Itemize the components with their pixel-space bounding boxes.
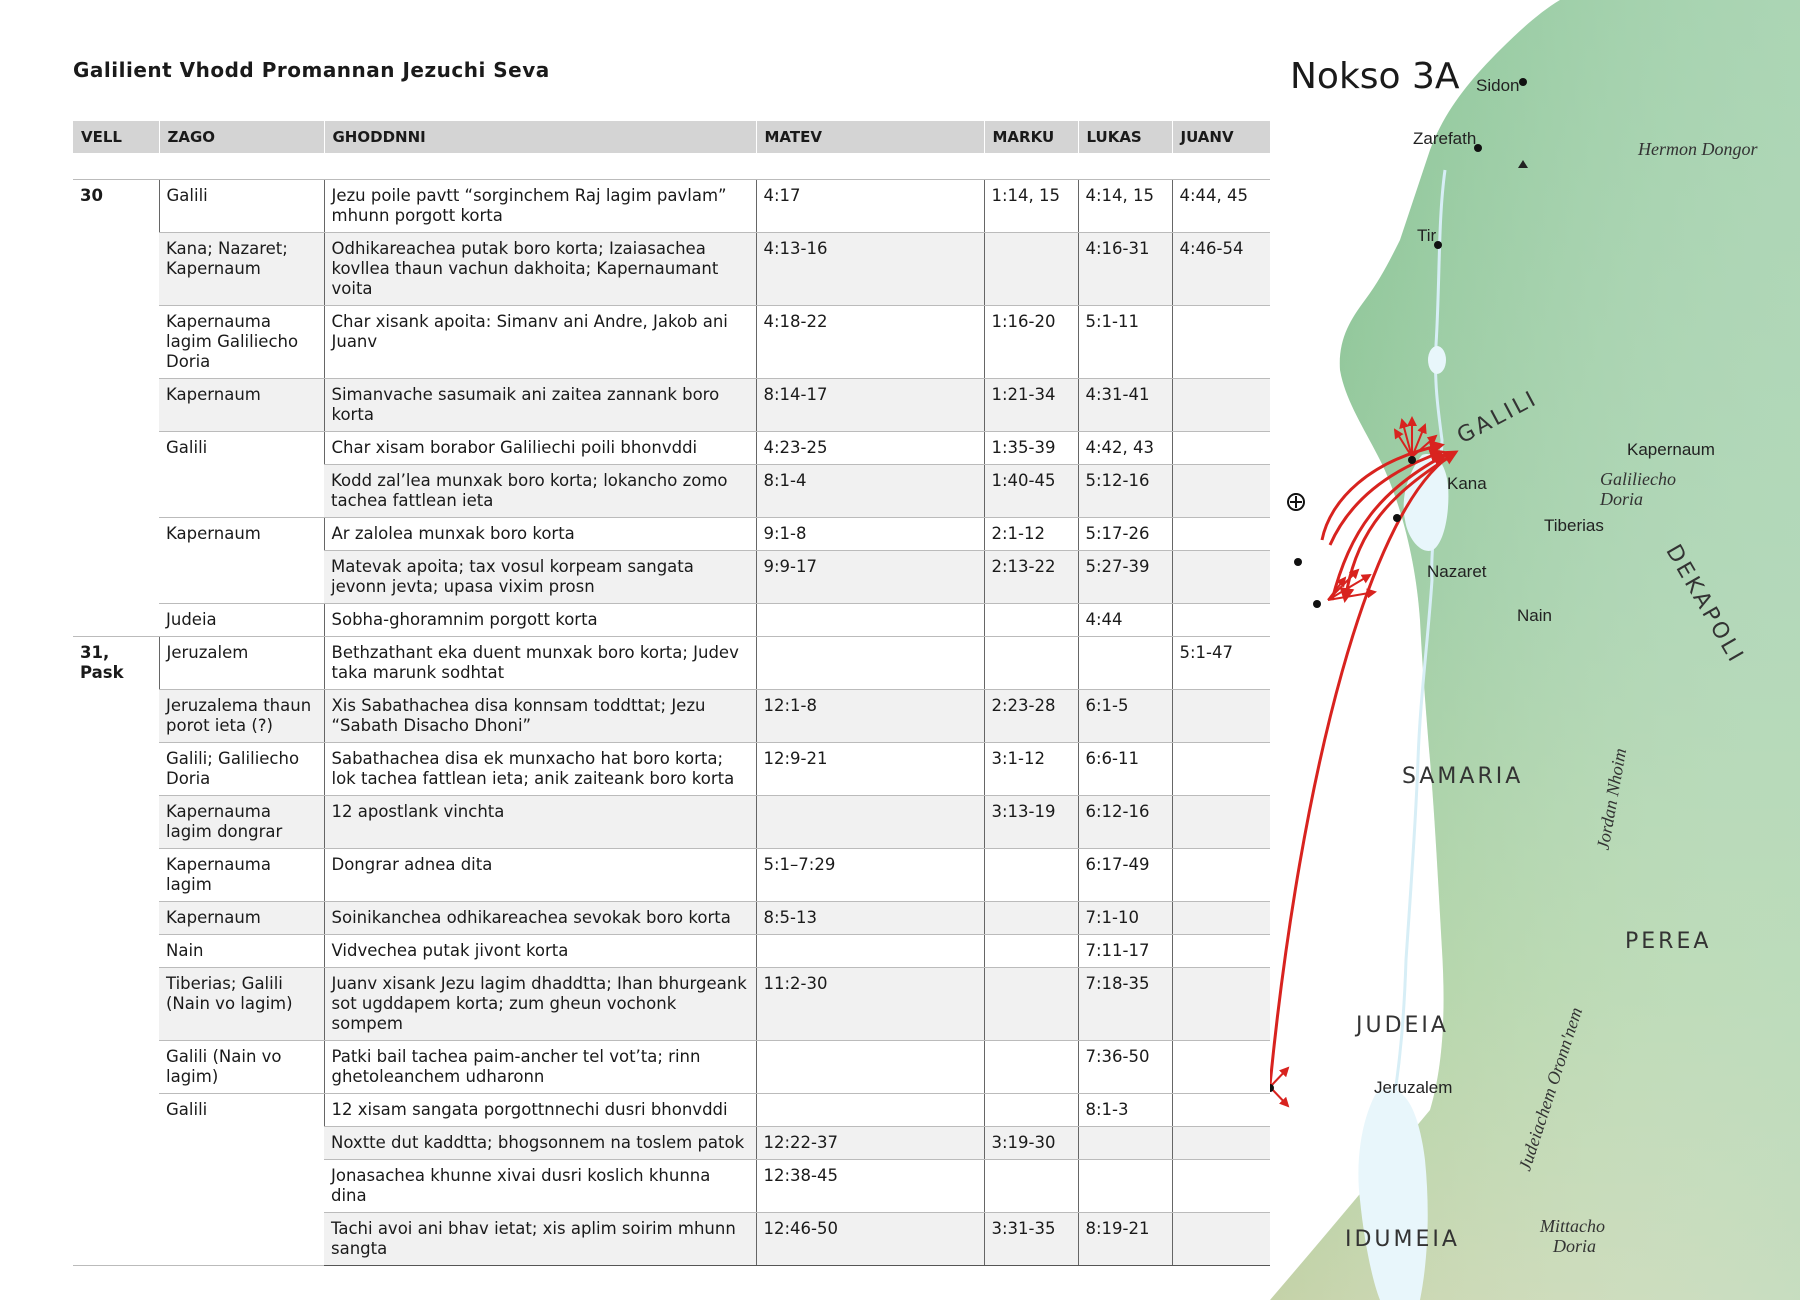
cell-event: Xis Sabathachea disa konnsam toddttat; Jezu “Sabath Disacho Dhoni” <box>324 690 756 743</box>
cell-lukas: 4:44 <box>1078 604 1172 637</box>
cell-juanv <box>1172 743 1270 796</box>
cell-matev: 4:13-16 <box>756 233 984 306</box>
label-jeruzalem: Jeruzalem <box>1374 1078 1453 1097</box>
cell-event: 12 xisam sangata porgottnnechi dusri bhonvddi <box>324 1094 756 1127</box>
label-dead-sea-1: Mittacho <box>1540 1216 1605 1236</box>
cell-juanv <box>1172 465 1270 518</box>
kana-icon <box>1288 494 1304 510</box>
label-dead-sea-2: Doria <box>1553 1236 1597 1256</box>
cell-juanv: 5:1-47 <box>1172 637 1270 690</box>
cell-marku: 1:14, 15 <box>984 180 1078 233</box>
cell-event: Char xisank apoita: Simanv ani Andre, Jakob ani Juanv <box>324 306 756 379</box>
cell-place: Galili <box>159 432 324 518</box>
table-row <box>73 902 1270 935</box>
cell-lukas: 4:16-31 <box>1078 233 1172 306</box>
cell-matev: 12:1-8 <box>756 690 984 743</box>
table-row <box>73 518 1270 551</box>
table-row <box>73 1041 1270 1094</box>
city-dot-sidon <box>1519 78 1527 86</box>
cell-juanv <box>1172 1094 1270 1127</box>
cell-event: Soinikanchea odhikareachea sevokak boro korta <box>324 902 756 935</box>
cell-marku <box>984 1041 1078 1094</box>
cell-matev <box>756 935 984 968</box>
cell-lukas: 4:42, 43 <box>1078 432 1172 465</box>
header-matev: MATEV <box>756 121 984 153</box>
label-kapernaum: Kapernaum <box>1627 440 1715 459</box>
table-row <box>73 968 1270 1041</box>
header-vell: VELL <box>73 121 159 153</box>
cell-place: Jeruzalema thaun porot ieta (?) <box>159 690 324 743</box>
cell-matev: 4:18-22 <box>756 306 984 379</box>
table-row <box>73 379 1270 432</box>
ministry-table <box>73 121 1270 1266</box>
header-ghoddnni: GHODDNNI <box>324 121 756 153</box>
cell-lukas: 8:19-21 <box>1078 1213 1172 1266</box>
lake-huleh <box>1428 346 1446 374</box>
label-sea-galilee-1: Galiliecho <box>1600 469 1676 489</box>
cell-marku: 1:35-39 <box>984 432 1078 465</box>
region-galili: GALILI <box>1453 385 1543 450</box>
cell-place: Kapernauma lagim <box>159 849 324 902</box>
label-sea-galilee-2: Doria <box>1600 489 1644 509</box>
cell-lukas <box>1078 637 1172 690</box>
cell-juanv <box>1172 306 1270 379</box>
table-row <box>73 743 1270 796</box>
label-zarefath: Zarefath <box>1413 129 1477 148</box>
cell-juanv <box>1172 902 1270 935</box>
cell-lukas: 4:14, 15 <box>1078 180 1172 233</box>
header-juanv: JUANV <box>1172 121 1270 153</box>
cell-place: Galili <box>159 1094 324 1266</box>
region-judeia: JUDEIA <box>1356 1013 1449 1038</box>
cell-marku <box>984 604 1078 637</box>
cell-marku: 3:13-19 <box>984 796 1078 849</box>
cell-matev: 5:1–7:29 <box>756 849 984 902</box>
table-header-row <box>73 121 1270 153</box>
cell-matev: 8:5-13 <box>756 902 984 935</box>
region-idumeia: IDUMEIA <box>1345 1227 1460 1252</box>
cell-event: Jonasachea khunne xivai dusri koslich khunna dina <box>324 1160 756 1213</box>
cell-juanv <box>1172 796 1270 849</box>
cell-matev <box>756 604 984 637</box>
cell-event: Vidvechea putak jivont korta <box>324 935 756 968</box>
table-row <box>73 690 1270 743</box>
cell-lukas: 6:12-16 <box>1078 796 1172 849</box>
table-row <box>73 233 1270 306</box>
region-samaria: SAMARIA <box>1402 764 1524 789</box>
cell-juanv <box>1172 1127 1270 1160</box>
cell-juanv <box>1172 604 1270 637</box>
cell-marku <box>984 849 1078 902</box>
cell-lukas: 5:27-39 <box>1078 551 1172 604</box>
table-row <box>73 306 1270 379</box>
cell-matev: 9:1-8 <box>756 518 984 551</box>
cell-juanv: 4:46-54 <box>1172 233 1270 306</box>
document-title: Galilient Vhodd Promannan Jezuchi Seva <box>73 58 550 82</box>
cell-juanv <box>1172 849 1270 902</box>
cell-matev: 11:2-30 <box>756 968 984 1041</box>
city-dot-nazaret <box>1294 558 1302 566</box>
cell-juanv <box>1172 432 1270 465</box>
cell-marku <box>984 233 1078 306</box>
table-row <box>73 796 1270 849</box>
cell-matev <box>756 1094 984 1127</box>
cell-matev <box>756 796 984 849</box>
cell-lukas <box>1078 1160 1172 1213</box>
cell-place: Judeia <box>159 604 324 637</box>
label-tiberias: Tiberias <box>1544 516 1604 535</box>
cell-matev <box>756 1041 984 1094</box>
cell-event: Patki bail tachea paim-ancher tel vot’ta; rinn ghetoleanchem udharonn <box>324 1041 756 1094</box>
header-lukas: LUKAS <box>1078 121 1172 153</box>
cell-lukas: 7:18-35 <box>1078 968 1172 1041</box>
cell-juanv <box>1172 690 1270 743</box>
cell-marku <box>984 935 1078 968</box>
cell-lukas: 7:11-17 <box>1078 935 1172 968</box>
cell-marku: 3:19-30 <box>984 1127 1078 1160</box>
table-row <box>73 637 1270 690</box>
label-hermon: Hermon Dongor <box>1638 139 1758 159</box>
cell-marku: 2:13-22 <box>984 551 1078 604</box>
table-row <box>73 849 1270 902</box>
city-dot-kapernaum <box>1408 456 1416 464</box>
cell-event: Sabathachea disa ek munxacho hat boro korta; lok tachea fattlean ieta; anik zaiteank boro korta <box>324 743 756 796</box>
cell-matev: 9:9-17 <box>756 551 984 604</box>
region-dekapoli: DEKAPOLI <box>1660 540 1749 669</box>
cell-lukas: 5:1-11 <box>1078 306 1172 379</box>
city-dot-tiberias <box>1393 514 1401 522</box>
cell-place: Kapernauma lagim Galiliecho Doria <box>159 306 324 379</box>
city-dot-nain <box>1313 600 1321 608</box>
cell-place: Galili <box>159 180 324 233</box>
cell-event: Kodd zal’lea munxak boro korta; lokancho zomo tachea fattlean ieta <box>324 465 756 518</box>
cell-event: Sobha-ghoramnim porgott korta <box>324 604 756 637</box>
cell-matev: 12:38-45 <box>756 1160 984 1213</box>
table-row <box>73 935 1270 968</box>
cell-matev: 12:46-50 <box>756 1213 984 1266</box>
cell-year: 31, Pask <box>73 637 159 1266</box>
header-marku: MARKU <box>984 121 1078 153</box>
cell-juanv <box>1172 968 1270 1041</box>
cell-juanv <box>1172 551 1270 604</box>
cell-lukas <box>1078 1127 1172 1160</box>
cell-place: Kapernauma lagim dongrar <box>159 796 324 849</box>
cell-event: Juanv xisank Jezu lagim dhaddtta; Ihan bhurgeank sot ugddapem korta; zum gheun vochonk sompem <box>324 968 756 1041</box>
cell-matev: 12:22-37 <box>756 1127 984 1160</box>
cell-lukas: 6:1-5 <box>1078 690 1172 743</box>
cell-lukas: 7:36-50 <box>1078 1041 1172 1094</box>
cell-place: Galili (Nain vo lagim) <box>159 1041 324 1094</box>
table-row <box>73 604 1270 637</box>
cell-juanv <box>1172 1213 1270 1266</box>
cell-marku <box>984 1094 1078 1127</box>
label-sidon: Sidon <box>1476 76 1520 95</box>
cell-marku: 3:31-35 <box>984 1213 1078 1266</box>
cell-event: Matevak apoita; tax vosul korpeam sangata jevonn jevta; upasa vixim prosn <box>324 551 756 604</box>
cell-marku: 3:1-12 <box>984 743 1078 796</box>
cell-place: Tiberias; Galili (Nain vo lagim) <box>159 968 324 1041</box>
cell-marku <box>984 637 1078 690</box>
cell-marku <box>984 902 1078 935</box>
cell-marku: 2:23-28 <box>984 690 1078 743</box>
cell-marku <box>984 968 1078 1041</box>
label-nain: Nain <box>1517 606 1552 625</box>
cell-lukas: 6:6-11 <box>1078 743 1172 796</box>
cell-place: Nain <box>159 935 324 968</box>
cell-marku <box>984 1160 1078 1213</box>
label-kana: Kana <box>1447 474 1487 493</box>
cell-event: Noxtte dut kaddtta; bhogsonnem na toslem patok <box>324 1127 756 1160</box>
cell-year: 30 <box>73 180 159 637</box>
cell-event: Char xisam borabor Galiliechi poili bhonvddi <box>324 432 756 465</box>
cell-place: Jeruzalem <box>159 637 324 690</box>
cell-event: Simanvache sasumaik ani zaitea zannank boro korta <box>324 379 756 432</box>
cell-juanv <box>1172 518 1270 551</box>
cell-event: Dongrar adnea dita <box>324 849 756 902</box>
cell-juanv <box>1172 379 1270 432</box>
cell-place: Kana; Nazaret; Kapernaum <box>159 233 324 306</box>
cell-place: Kapernaum <box>159 518 324 604</box>
label-jordan: Jordan Nhoim <box>1592 746 1631 852</box>
table-row <box>73 1094 1270 1127</box>
cell-event: Jezu poile pavtt “sorginchem Raj lagim pavlam” mhunn porgott korta <box>324 180 756 233</box>
cell-juanv <box>1172 1160 1270 1213</box>
cell-lukas: 5:12-16 <box>1078 465 1172 518</box>
cell-event: Bethzathant eka duent munxak boro korta; Judev taka marunk sodhtat <box>324 637 756 690</box>
cell-lukas: 4:31-41 <box>1078 379 1172 432</box>
label-judean-wilderness: Judeiachem Oronn'nem <box>1514 1004 1587 1174</box>
cell-event: Ar zalolea munxak boro korta <box>324 518 756 551</box>
table-row <box>73 180 1270 233</box>
cell-marku: 2:1-12 <box>984 518 1078 551</box>
cell-matev: 12:9-21 <box>756 743 984 796</box>
cell-event: Odhikareachea putak boro korta; Izaiasachea kovllea thaun vachun dakhoita; Kapernaumant voita <box>324 233 756 306</box>
cell-place: Galili; Galiliecho Doria <box>159 743 324 796</box>
cell-event: Tachi avoi ani bhav ietat; xis aplim soirim mhunn sangta <box>324 1213 756 1266</box>
cell-place: Kapernaum <box>159 379 324 432</box>
cell-marku: 1:16-20 <box>984 306 1078 379</box>
cell-event: 12 apostlank vinchta <box>324 796 756 849</box>
cell-juanv: 4:44, 45 <box>1172 180 1270 233</box>
cell-matev: 8:1-4 <box>756 465 984 518</box>
map-title: Nokso 3A <box>1290 56 1460 97</box>
cell-matev: 4:23-25 <box>756 432 984 465</box>
cell-matev <box>756 637 984 690</box>
cell-lukas: 8:1-3 <box>1078 1094 1172 1127</box>
label-tir: Tir <box>1417 226 1437 245</box>
cell-lukas: 5:17-26 <box>1078 518 1172 551</box>
cell-lukas: 6:17-49 <box>1078 849 1172 902</box>
cell-matev: 4:17 <box>756 180 984 233</box>
cell-place: Kapernaum <box>159 902 324 935</box>
cell-matev: 8:14-17 <box>756 379 984 432</box>
label-nazaret: Nazaret <box>1427 562 1487 581</box>
cell-juanv <box>1172 1041 1270 1094</box>
cell-lukas: 7:1-10 <box>1078 902 1172 935</box>
region-perea: PEREA <box>1625 929 1712 954</box>
cell-juanv <box>1172 935 1270 968</box>
table-row <box>73 432 1270 465</box>
cell-marku: 1:40-45 <box>984 465 1078 518</box>
header-zago: ZAGO <box>159 121 324 153</box>
cell-marku: 1:21-34 <box>984 379 1078 432</box>
